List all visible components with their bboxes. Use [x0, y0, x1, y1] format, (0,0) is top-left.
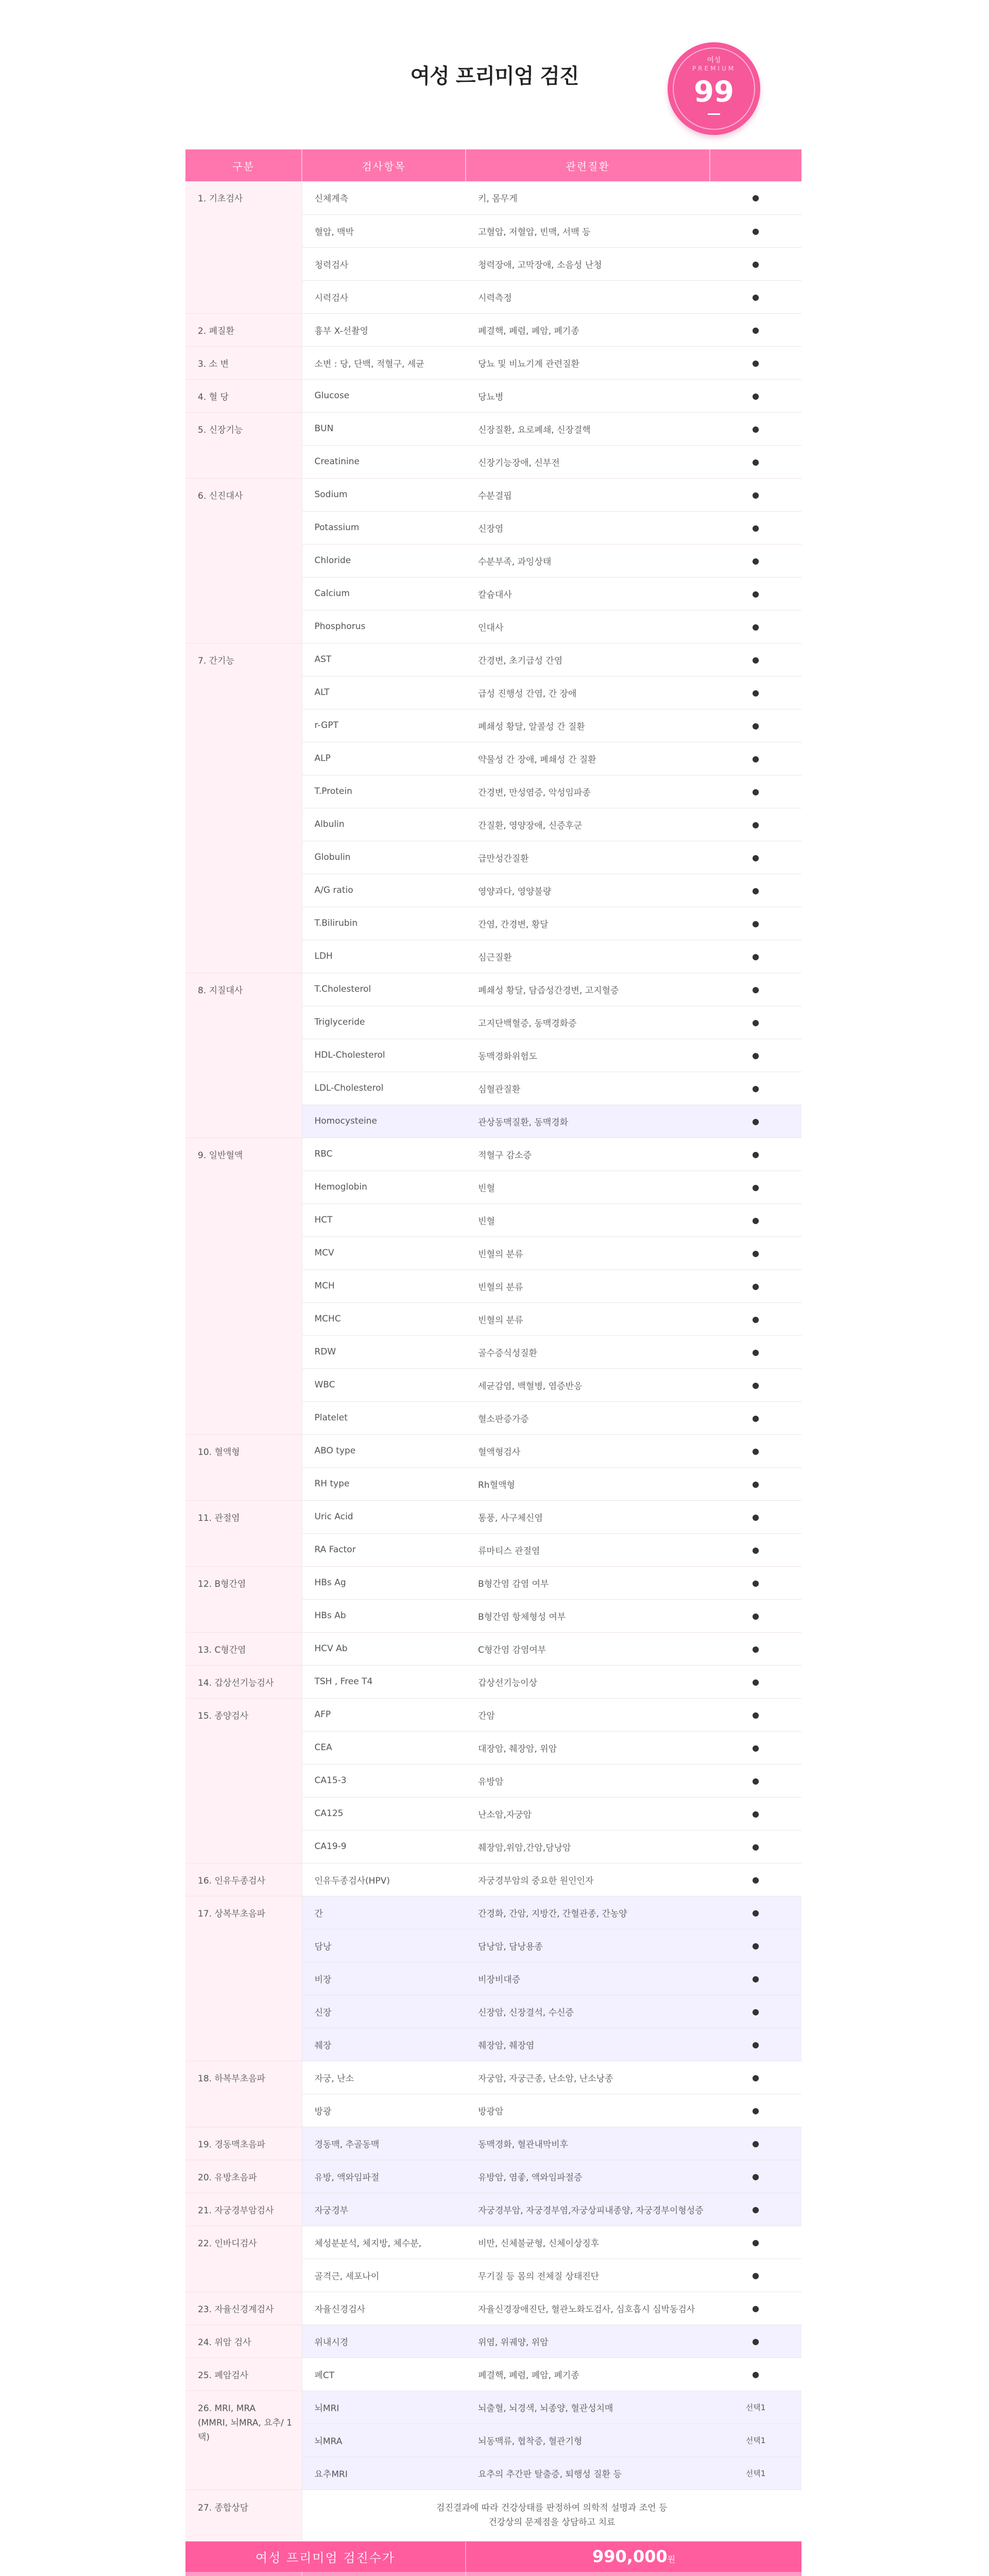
exam-item-cell: 시력검사	[302, 280, 466, 313]
table-row	[185, 1632, 802, 1665]
exam-item-cell: 체성분분석, 체지방, 체수분,	[302, 2226, 466, 2259]
included-mark-cell: ●	[710, 379, 802, 412]
exam-item-cell: 요추MRI	[302, 2456, 466, 2489]
category-cell: 14. 갑상선기능검사	[185, 1665, 302, 1698]
exam-item-cell: MCV	[302, 1236, 466, 1269]
category-cell: 7. 간기능	[185, 643, 302, 973]
included-mark-cell: 선택1	[710, 2391, 802, 2424]
related-disease-cell: B형간염 항체형성 여부	[466, 1599, 710, 1632]
category-cell: 22. 인바디검사	[185, 2226, 302, 2292]
exam-item-cell: Phosphorus	[302, 610, 466, 643]
exam-item-cell: 담낭	[302, 1929, 466, 1962]
badge-number: 99	[668, 75, 760, 109]
related-disease-cell: 신장염	[466, 511, 710, 544]
exam-item-cell: T.Bilirubin	[302, 907, 466, 940]
related-disease-cell: 심혈관질환	[466, 1072, 710, 1105]
related-disease-cell: 혈액형검사	[466, 1434, 710, 1467]
exam-item-cell: CA15-3	[302, 1764, 466, 1797]
included-mark-cell: ●	[710, 577, 802, 610]
table-row	[185, 1896, 802, 1929]
related-disease-cell: 통풍, 사구체신염	[466, 1500, 710, 1533]
related-disease-cell: 영양과다, 영양불량	[466, 874, 710, 907]
exam-item-cell: ALT	[302, 676, 466, 709]
included-mark-cell: ●	[710, 1632, 802, 1665]
category-cell: 10. 혈액형	[185, 1434, 302, 1500]
related-disease-cell: 적혈구 감소증	[466, 1138, 710, 1171]
category-cell: 17. 상복부초음파	[185, 1896, 302, 2061]
table-row	[185, 1665, 802, 1698]
included-mark-cell: ●	[710, 1533, 802, 1566]
included-mark-cell: ●	[710, 2226, 802, 2259]
related-disease-cell: 방광암	[466, 2094, 710, 2127]
included-mark-cell: ●	[710, 1797, 802, 1830]
exam-item-cell: r-GPT	[302, 709, 466, 742]
table-row	[185, 2325, 802, 2358]
included-mark-cell: 선택1	[710, 2456, 802, 2489]
category-cell: 13. C형간염	[185, 1632, 302, 1665]
related-disease-cell: 난소암,자궁암	[466, 1797, 710, 1830]
related-disease-cell: 수분결핍	[466, 478, 710, 511]
exam-item-cell: T.Protein	[302, 775, 466, 808]
table-row	[185, 1500, 802, 1533]
price-label: 여성 프리미엄 검진수가	[185, 2541, 466, 2572]
exam-item-cell: TSH , Free T4	[302, 1665, 466, 1698]
included-mark-cell: ●	[710, 1236, 802, 1269]
included-mark-cell: ●	[710, 2061, 802, 2094]
exam-item-cell: Sodium	[302, 478, 466, 511]
category-cell: 21. 자궁경부암검사	[185, 2193, 302, 2226]
exam-item-cell: 위내시경	[302, 2325, 466, 2358]
category-cell: 12. B형간염	[185, 1566, 302, 1632]
related-disease-cell: 폐쇄성 황달, 담즙성간경변, 고지혈증	[466, 973, 710, 1006]
included-mark-cell: ●	[710, 874, 802, 907]
related-disease-cell: 약물성 간 장애, 폐쇄성 간 질환	[466, 742, 710, 775]
included-mark-cell: ●	[710, 1039, 802, 1072]
table-row	[185, 1863, 802, 1896]
related-disease-cell: 대장암, 췌장암, 위암	[466, 1731, 710, 1764]
related-disease-cell: 고지단백혈증, 동맥경화증	[466, 1006, 710, 1039]
table-row	[185, 643, 802, 676]
exam-item-cell: 뇌MRI	[302, 2391, 466, 2424]
col-item-header: 검사항목	[302, 149, 466, 181]
related-disease-cell: 수분부족, 과잉상태	[466, 544, 710, 577]
related-disease-cell: 빈혈의 분류	[466, 1302, 710, 1335]
included-mark-cell: ●	[710, 1401, 802, 1434]
related-disease-cell: 신장기능장애, 신부전	[466, 445, 710, 478]
included-mark-cell: ●	[710, 2160, 802, 2193]
related-disease-cell: Rh혈액형	[466, 1467, 710, 1500]
included-mark-cell: ●	[710, 2193, 802, 2226]
category-cell: 18. 하복부초음파	[185, 2061, 302, 2127]
exam-item-cell: 경동맥, 추골동맥	[302, 2127, 466, 2160]
included-mark-cell: ●	[710, 1665, 802, 1698]
exam-item-cell: 자궁경부	[302, 2193, 466, 2226]
included-mark-cell: ●	[710, 478, 802, 511]
included-mark-cell: ●	[710, 214, 802, 247]
exam-item-cell: 자율신경검사	[302, 2292, 466, 2325]
included-mark-cell: ●	[710, 1962, 802, 1995]
col-category-header: 구분	[185, 149, 302, 181]
included-mark-cell: ●	[710, 2028, 802, 2061]
exam-item-cell: Albulin	[302, 808, 466, 841]
related-disease-cell: 담낭암, 담낭용종	[466, 1929, 710, 1962]
included-mark-cell: ●	[710, 1566, 802, 1599]
included-mark-cell: ●	[710, 610, 802, 643]
included-mark-cell: ●	[710, 742, 802, 775]
included-mark-cell: ●	[710, 676, 802, 709]
related-disease-cell: 세균감염, 백혈병, 염증반응	[466, 1368, 710, 1401]
category-cell: 8. 지질대사	[185, 973, 302, 1138]
related-disease-cell: 빈혈	[466, 1171, 710, 1204]
related-disease-cell: 당뇨병	[466, 379, 710, 412]
related-disease-cell: 키, 몸무게	[466, 181, 710, 214]
related-disease-cell: B형간염 감염 여부	[466, 1566, 710, 1599]
related-disease-cell: 위염, 위궤양, 위암	[466, 2325, 710, 2358]
related-disease-cell: C형간염 감염여부	[466, 1632, 710, 1665]
table-row	[185, 973, 802, 1006]
included-mark-cell: ●	[710, 1368, 802, 1401]
related-disease-cell: 간경화, 간암, 지방간, 간혈관종, 간농양	[466, 1896, 710, 1929]
related-disease-cell: 급성 진행성 간염, 간 장애	[466, 676, 710, 709]
checkup-table	[185, 149, 802, 2576]
table-row	[185, 2358, 802, 2391]
category-cell: 4. 혈 당	[185, 379, 302, 412]
table-row	[185, 412, 802, 445]
table-row	[185, 346, 802, 379]
exam-item-cell: Hemoglobin	[302, 1171, 466, 1204]
included-mark-cell: ●	[710, 1599, 802, 1632]
exam-item-cell: CA125	[302, 1797, 466, 1830]
exam-item-cell: MCH	[302, 1269, 466, 1302]
price-amount-value: 990,000	[592, 2547, 668, 2567]
exam-item-cell: 소변 : 당, 단백, 적혈구, 세균	[302, 346, 466, 379]
category-cell: 26. MRI, MRA (MMRI, 뇌MRA, 요추/ 1택)	[185, 2391, 302, 2489]
exam-item-cell: AST	[302, 643, 466, 676]
included-mark-cell: ●	[710, 445, 802, 478]
category-cell: 1. 기초검사	[185, 181, 302, 313]
related-disease-cell: 갑상선기능이상	[466, 1665, 710, 1698]
included-mark-cell: ●	[710, 1764, 802, 1797]
included-mark-cell: ●	[710, 1072, 802, 1105]
included-mark-cell: ●	[710, 907, 802, 940]
exam-item-cell: HBs Ag	[302, 1566, 466, 1599]
exam-item-cell: 신체계측	[302, 181, 466, 214]
related-disease-cell: 고혈압, 저혈압, 빈맥, 서맥 등	[466, 214, 710, 247]
table-row	[185, 1138, 802, 1171]
exam-item-cell: Globulin	[302, 841, 466, 874]
related-disease-cell: 자궁경부암의 중요한 원인인자	[466, 1863, 710, 1896]
col-mark-header	[710, 149, 802, 181]
included-mark-cell: ●	[710, 1863, 802, 1896]
exam-item-cell: Platelet	[302, 1401, 466, 1434]
exam-item-cell: 골격근, 세포나이	[302, 2259, 466, 2292]
exam-item-cell: Calcium	[302, 577, 466, 610]
table-row	[185, 2292, 802, 2325]
exam-item-cell: RDW	[302, 1335, 466, 1368]
included-mark-cell: ●	[710, 1138, 802, 1171]
table-row	[185, 2226, 802, 2259]
category-cell: 20. 유방초음파	[185, 2160, 302, 2193]
exam-item-cell: A/G ratio	[302, 874, 466, 907]
included-mark-cell: ●	[710, 1434, 802, 1467]
related-disease-cell: 폐쇄성 황달, 알콜성 간 질환	[466, 709, 710, 742]
related-disease-cell: 폐결핵, 폐렴, 폐암, 폐기종	[466, 2358, 710, 2391]
addon-item	[302, 2572, 466, 2576]
included-mark-cell: 선택1	[710, 2424, 802, 2456]
exam-item-cell: HCV Ab	[302, 1632, 466, 1665]
table-row	[185, 2061, 802, 2094]
exam-item-cell: HBs Ab	[302, 1599, 466, 1632]
related-disease-cell: 간염, 간경변, 황달	[466, 907, 710, 940]
exam-item-cell: Creatinine	[302, 445, 466, 478]
related-disease-cell: 유방암	[466, 1764, 710, 1797]
included-mark-cell: ●	[710, 1105, 802, 1138]
category-cell: 24. 위암 검사	[185, 2325, 302, 2358]
exam-item-cell: LDH	[302, 940, 466, 973]
exam-item-cell: Homocysteine	[302, 1105, 466, 1138]
related-disease-cell: 청력장애, 고막장애, 소음성 난청	[466, 247, 710, 280]
included-mark-cell: ●	[710, 643, 802, 676]
exam-item-cell: LDL-Cholesterol	[302, 1072, 466, 1105]
related-disease-cell: 칼슘대사	[466, 577, 710, 610]
included-mark-cell: ●	[710, 1500, 802, 1533]
included-mark-cell: ●	[710, 2094, 802, 2127]
included-mark-cell: ●	[710, 940, 802, 973]
related-disease-cell: 간경변, 초기급성 간염	[466, 643, 710, 676]
related-disease-cell: 신장암, 신장결석, 수신증	[466, 1995, 710, 2028]
exam-item-cell: 비장	[302, 1962, 466, 1995]
category-cell: 15. 종양검사	[185, 1698, 302, 1863]
exam-item-cell: Potassium	[302, 511, 466, 544]
related-disease-cell: 자궁암, 자궁근종, 난소암, 난소낭종	[466, 2061, 710, 2094]
table-row	[185, 2193, 802, 2226]
included-mark-cell: ●	[710, 346, 802, 379]
included-mark-cell: ●	[710, 973, 802, 1006]
included-mark-cell: ●	[710, 280, 802, 313]
exam-item-cell: AFP	[302, 1698, 466, 1731]
related-disease-cell: 무기질 등 몸의 전체질 상태진단	[466, 2259, 710, 2292]
category-cell: 3. 소 변	[185, 346, 302, 379]
exam-item-cell: ABO type	[302, 1434, 466, 1467]
exam-item-cell: 췌장	[302, 2028, 466, 2061]
related-disease-cell: 췌장암, 췌장염	[466, 2028, 710, 2061]
exam-item-cell: T.Cholesterol	[302, 973, 466, 1006]
consult-row	[185, 2489, 802, 2541]
addon-row	[185, 2572, 802, 2576]
exam-item-cell: HDL-Cholesterol	[302, 1039, 466, 1072]
related-disease-cell: 자궁경부암, 자궁경부염,자궁상피내종양, 자궁경부이형성증	[466, 2193, 710, 2226]
exam-item-cell: 청력검사	[302, 247, 466, 280]
exam-item-cell: RA Factor	[302, 1533, 466, 1566]
exam-item-cell: CEA	[302, 1731, 466, 1764]
table-row	[185, 2391, 802, 2424]
badge-top-label: 여성	[707, 56, 721, 64]
included-mark-cell: ●	[710, 181, 802, 214]
exam-item-cell: 신장	[302, 1995, 466, 2028]
included-mark-cell: ●	[710, 1467, 802, 1500]
related-disease-cell: 인대사	[466, 610, 710, 643]
included-mark-cell: ●	[710, 775, 802, 808]
related-disease-cell: 골수증식성질환	[466, 1335, 710, 1368]
included-mark-cell: ●	[710, 313, 802, 346]
related-disease-cell: 유방암, 염좋, 액와임파절증	[466, 2160, 710, 2193]
category-cell: 27. 종합상담	[185, 2489, 302, 2541]
related-disease-cell: 비만, 신체불균형, 신체이상징후	[466, 2226, 710, 2259]
related-disease-cell: 당뇨 및 비뇨기계 관련질환	[466, 346, 710, 379]
table-row	[185, 313, 802, 346]
related-disease-cell: 시력측정	[466, 280, 710, 313]
category-cell: 16. 인유두종검사	[185, 1863, 302, 1896]
exam-item-cell: Chloride	[302, 544, 466, 577]
related-disease-cell: 동맥경화위험도	[466, 1039, 710, 1072]
included-mark-cell: ●	[710, 808, 802, 841]
exam-item-cell: WBC	[302, 1368, 466, 1401]
exam-item-cell: RH type	[302, 1467, 466, 1500]
checkup-table-wrapper	[185, 149, 802, 2576]
table-row	[185, 181, 802, 214]
exam-item-cell: 혈압, 맥박	[302, 214, 466, 247]
exam-item-cell: 흉부 X-선촬영	[302, 313, 466, 346]
addon-amount	[466, 2572, 802, 2576]
table-row	[185, 478, 802, 511]
exam-item-cell: RBC	[302, 1138, 466, 1171]
price-unit: 원	[667, 2554, 676, 2565]
included-mark-cell: ●	[710, 1171, 802, 1204]
related-disease-cell: 췌장암,위암,간암,담낭암	[466, 1830, 710, 1863]
category-cell: 11. 관절염	[185, 1500, 302, 1566]
included-mark-cell: ●	[710, 1830, 802, 1863]
table-row	[185, 2160, 802, 2193]
included-mark-cell: ●	[710, 2259, 802, 2292]
related-disease-cell: 관상동맥질환, 동맥경화	[466, 1105, 710, 1138]
included-mark-cell: ●	[710, 544, 802, 577]
related-disease-cell: 비장비대증	[466, 1962, 710, 1995]
table-row	[185, 2127, 802, 2160]
related-disease-cell: 빈혈의 분류	[466, 1236, 710, 1269]
consult-line-2: 건강상의 문제점을 상담하고 치료	[488, 2517, 616, 2528]
premium-99-badge	[668, 42, 760, 135]
included-mark-cell: ●	[710, 841, 802, 874]
exam-item-cell: CA19-9	[302, 1830, 466, 1863]
related-disease-cell: 자율신경장애진단, 혈관노화도검사, 심호흡시 심박동검사	[466, 2292, 710, 2325]
table-row	[185, 1434, 802, 1467]
related-disease-cell: 폐결핵, 폐렴, 폐암, 폐기종	[466, 313, 710, 346]
related-disease-cell: 류마티스 관절염	[466, 1533, 710, 1566]
included-mark-cell: ●	[710, 1995, 802, 2028]
related-disease-cell: 빈혈의 분류	[466, 1269, 710, 1302]
consult-description	[302, 2489, 802, 2541]
related-disease-cell: 빈혈	[466, 1204, 710, 1236]
table-row	[185, 1698, 802, 1731]
included-mark-cell: ●	[710, 709, 802, 742]
related-disease-cell: 뇌동맥류, 협착증, 혈관기형	[466, 2424, 710, 2456]
table-body	[185, 181, 802, 2576]
exam-item-cell: 자궁, 난소	[302, 2061, 466, 2094]
included-mark-cell: ●	[710, 247, 802, 280]
category-cell: 25. 폐암검사	[185, 2358, 302, 2391]
table-header-row	[185, 149, 802, 181]
price-row	[185, 2541, 802, 2572]
exam-item-cell: ALP	[302, 742, 466, 775]
category-cell: 23. 자율신경계검사	[185, 2292, 302, 2325]
exam-item-cell: 뇌MRA	[302, 2424, 466, 2456]
included-mark-cell: ●	[710, 1204, 802, 1236]
included-mark-cell: ●	[710, 511, 802, 544]
page-title: 여성 프리미엄 검진	[410, 64, 579, 88]
category-cell: 2. 폐질환	[185, 313, 302, 346]
addon-label	[185, 2572, 302, 2576]
related-disease-cell: 뇌출혈, 뇌경색, 뇌종양, 혈관성치매	[466, 2391, 710, 2424]
related-disease-cell: 간암	[466, 1698, 710, 1731]
included-mark-cell: ●	[710, 2325, 802, 2358]
related-disease-cell: 요추의 추간판 탈출증, 퇴행성 질환 등	[466, 2456, 710, 2489]
related-disease-cell: 간질환, 영양장애, 신증후군	[466, 808, 710, 841]
included-mark-cell: ●	[710, 412, 802, 445]
exam-item-cell: 간	[302, 1896, 466, 1929]
related-disease-cell: 혈소판증가증	[466, 1401, 710, 1434]
included-mark-cell: ●	[710, 1929, 802, 1962]
exam-item-cell: 인유두종검사(HPV)	[302, 1863, 466, 1896]
category-cell: 9. 일반혈액	[185, 1138, 302, 1434]
category-cell: 19. 경동맥초음파	[185, 2127, 302, 2160]
badge-sub-label: PREMIUM	[692, 65, 736, 72]
category-cell: 6. 신진대사	[185, 478, 302, 643]
related-disease-cell: 간경변, 만성염증, 악성임파종	[466, 775, 710, 808]
exam-item-cell: 방광	[302, 2094, 466, 2127]
consult-line-1: 검진결과에 따라 건강상태를 판정하여 의학적 설명과 조언 등	[436, 2503, 668, 2513]
included-mark-cell: ●	[710, 1006, 802, 1039]
included-mark-cell: ●	[710, 1731, 802, 1764]
related-disease-cell: 급만성간질환	[466, 841, 710, 874]
included-mark-cell: ●	[710, 2358, 802, 2391]
included-mark-cell: ●	[710, 1269, 802, 1302]
exam-item-cell: MCHC	[302, 1302, 466, 1335]
col-disease-header: 관련질환	[466, 149, 710, 181]
related-disease-cell: 신장질환, 요로폐쇄, 신장결핵	[466, 412, 710, 445]
exam-item-cell: Uric Acid	[302, 1500, 466, 1533]
related-disease-cell: 동맥경화, 혈관내막비후	[466, 2127, 710, 2160]
exam-item-cell: Triglyceride	[302, 1006, 466, 1039]
included-mark-cell: ●	[710, 1698, 802, 1731]
exam-item-cell: 유방, 액와임파절	[302, 2160, 466, 2193]
table-row	[185, 1566, 802, 1599]
included-mark-cell: ●	[710, 1302, 802, 1335]
category-cell: 5. 신장기능	[185, 412, 302, 478]
table-row	[185, 379, 802, 412]
included-mark-cell: ●	[710, 2292, 802, 2325]
exam-item-cell: BUN	[302, 412, 466, 445]
price-amount	[466, 2541, 802, 2572]
included-mark-cell: ●	[710, 1896, 802, 1929]
related-disease-cell: 심근질환	[466, 940, 710, 973]
exam-item-cell: HCT	[302, 1204, 466, 1236]
included-mark-cell: ●	[710, 2127, 802, 2160]
exam-item-cell: 폐CT	[302, 2358, 466, 2391]
included-mark-cell: ●	[710, 1335, 802, 1368]
exam-item-cell: Glucose	[302, 379, 466, 412]
